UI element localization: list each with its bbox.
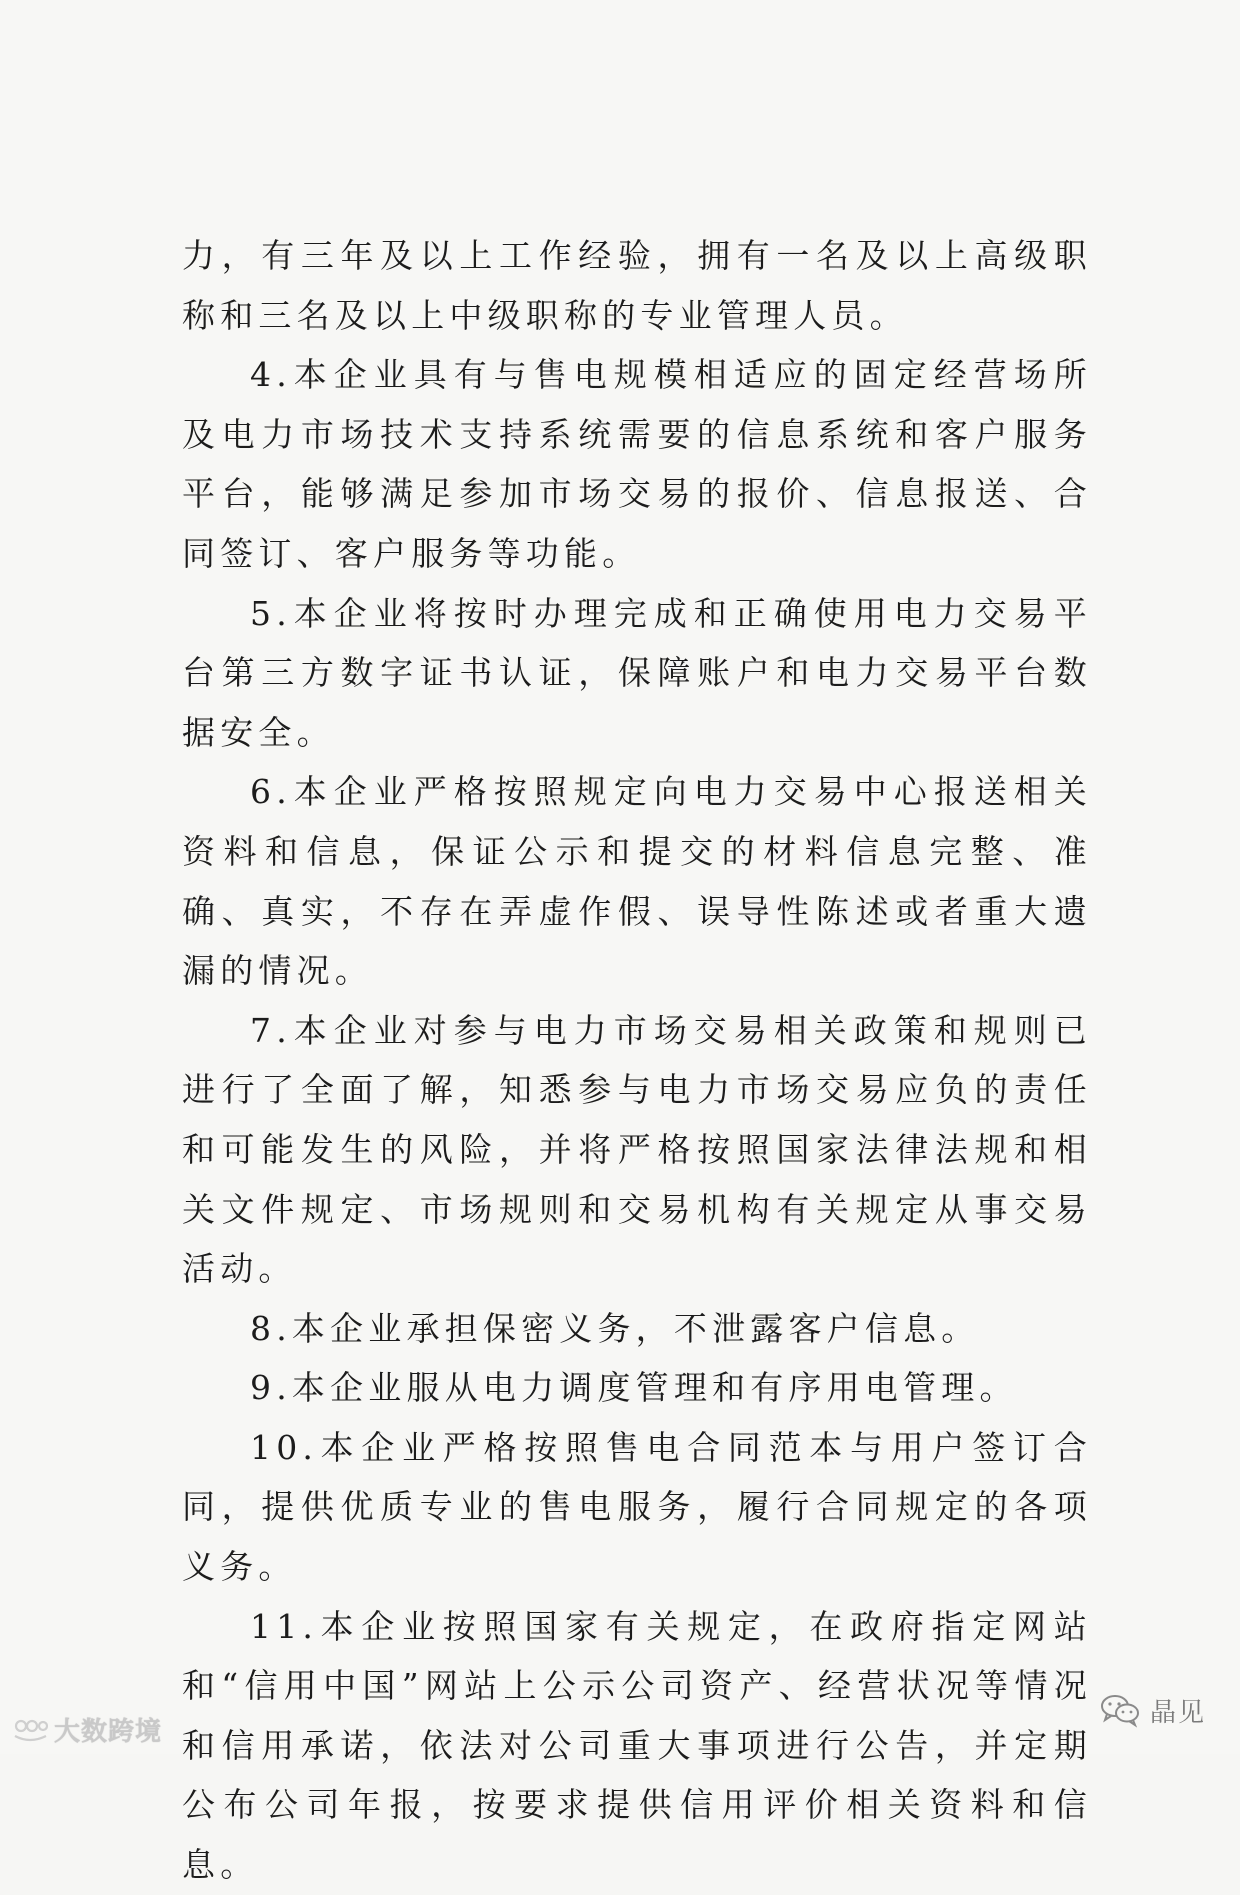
watermark-right-text: 晶见	[1150, 1697, 1207, 1728]
watermark-wechat	[1100, 1690, 1206, 1730]
paragraph-item-6: 6.本企业严格按照规定向电力交易中心报送相关资料和信息，保证公示和提交的材料信息完整、准确、真实，不存在弄虚作假、误导性陈述或者重大遗漏的情况。	[182, 772, 1092, 991]
paragraph-continuation: 力，有三年及以上工作经验，拥有一名及以上高级职称和三名及以上中级职称的专业管理人员。	[182, 236, 1092, 335]
paragraph-item-8: 8.本企业承担保密义务，不泄露客户信息。	[250, 1308, 980, 1348]
watermark-left-text: 大数跨境	[54, 1716, 163, 1747]
wechat-icon	[1100, 1692, 1140, 1728]
paragraph-item-5: 5.本企业将按时办理完成和正确使用电力交易平台第三方数字证书认证，保障账户和电力交易平台数据安全。	[182, 593, 1092, 752]
paragraph-item-7: 7.本企业对参与电力市场交易相关政策和规则已进行了全面了解，知悉参与电力市场交易应负的责任和可能发生的风险，并将严格按照国家法律法规和相关文件规定、市场规则和交易机构有关规定从事交易活动。	[182, 1010, 1092, 1289]
paragraph-item-10: 10.本企业严格按照售电合同范本与用户签订合同，提供优质专业的售电服务，履行合同规定的各项义务。	[182, 1427, 1092, 1587]
paragraph-item-9: 9.本企业服从电力调度管理和有序用电管理。	[250, 1368, 1018, 1408]
document-body	[182, 226, 1092, 1895]
paragraph-item-4: 4.本企业具有与售电规模相适应的固定经营场所及电力市场技术支持系统需要的信息系统和客户服务平台，能够满足参加市场交易的报价、信息报送、合同签订、客户服务等功能。	[182, 355, 1092, 573]
watermark-dashuju	[12, 1712, 162, 1746]
dashuju-logo-icon	[12, 1714, 48, 1744]
paragraph-item-11: 11.本企业按照国家有关规定，在政府指定网站和“信用中国”网站上公示公司资产、经营状况等情况和信用承诺，依法对公司重大事项进行公告，并定期公布公司年报，按要求提供信用评价相关资料和信息。	[182, 1606, 1092, 1885]
